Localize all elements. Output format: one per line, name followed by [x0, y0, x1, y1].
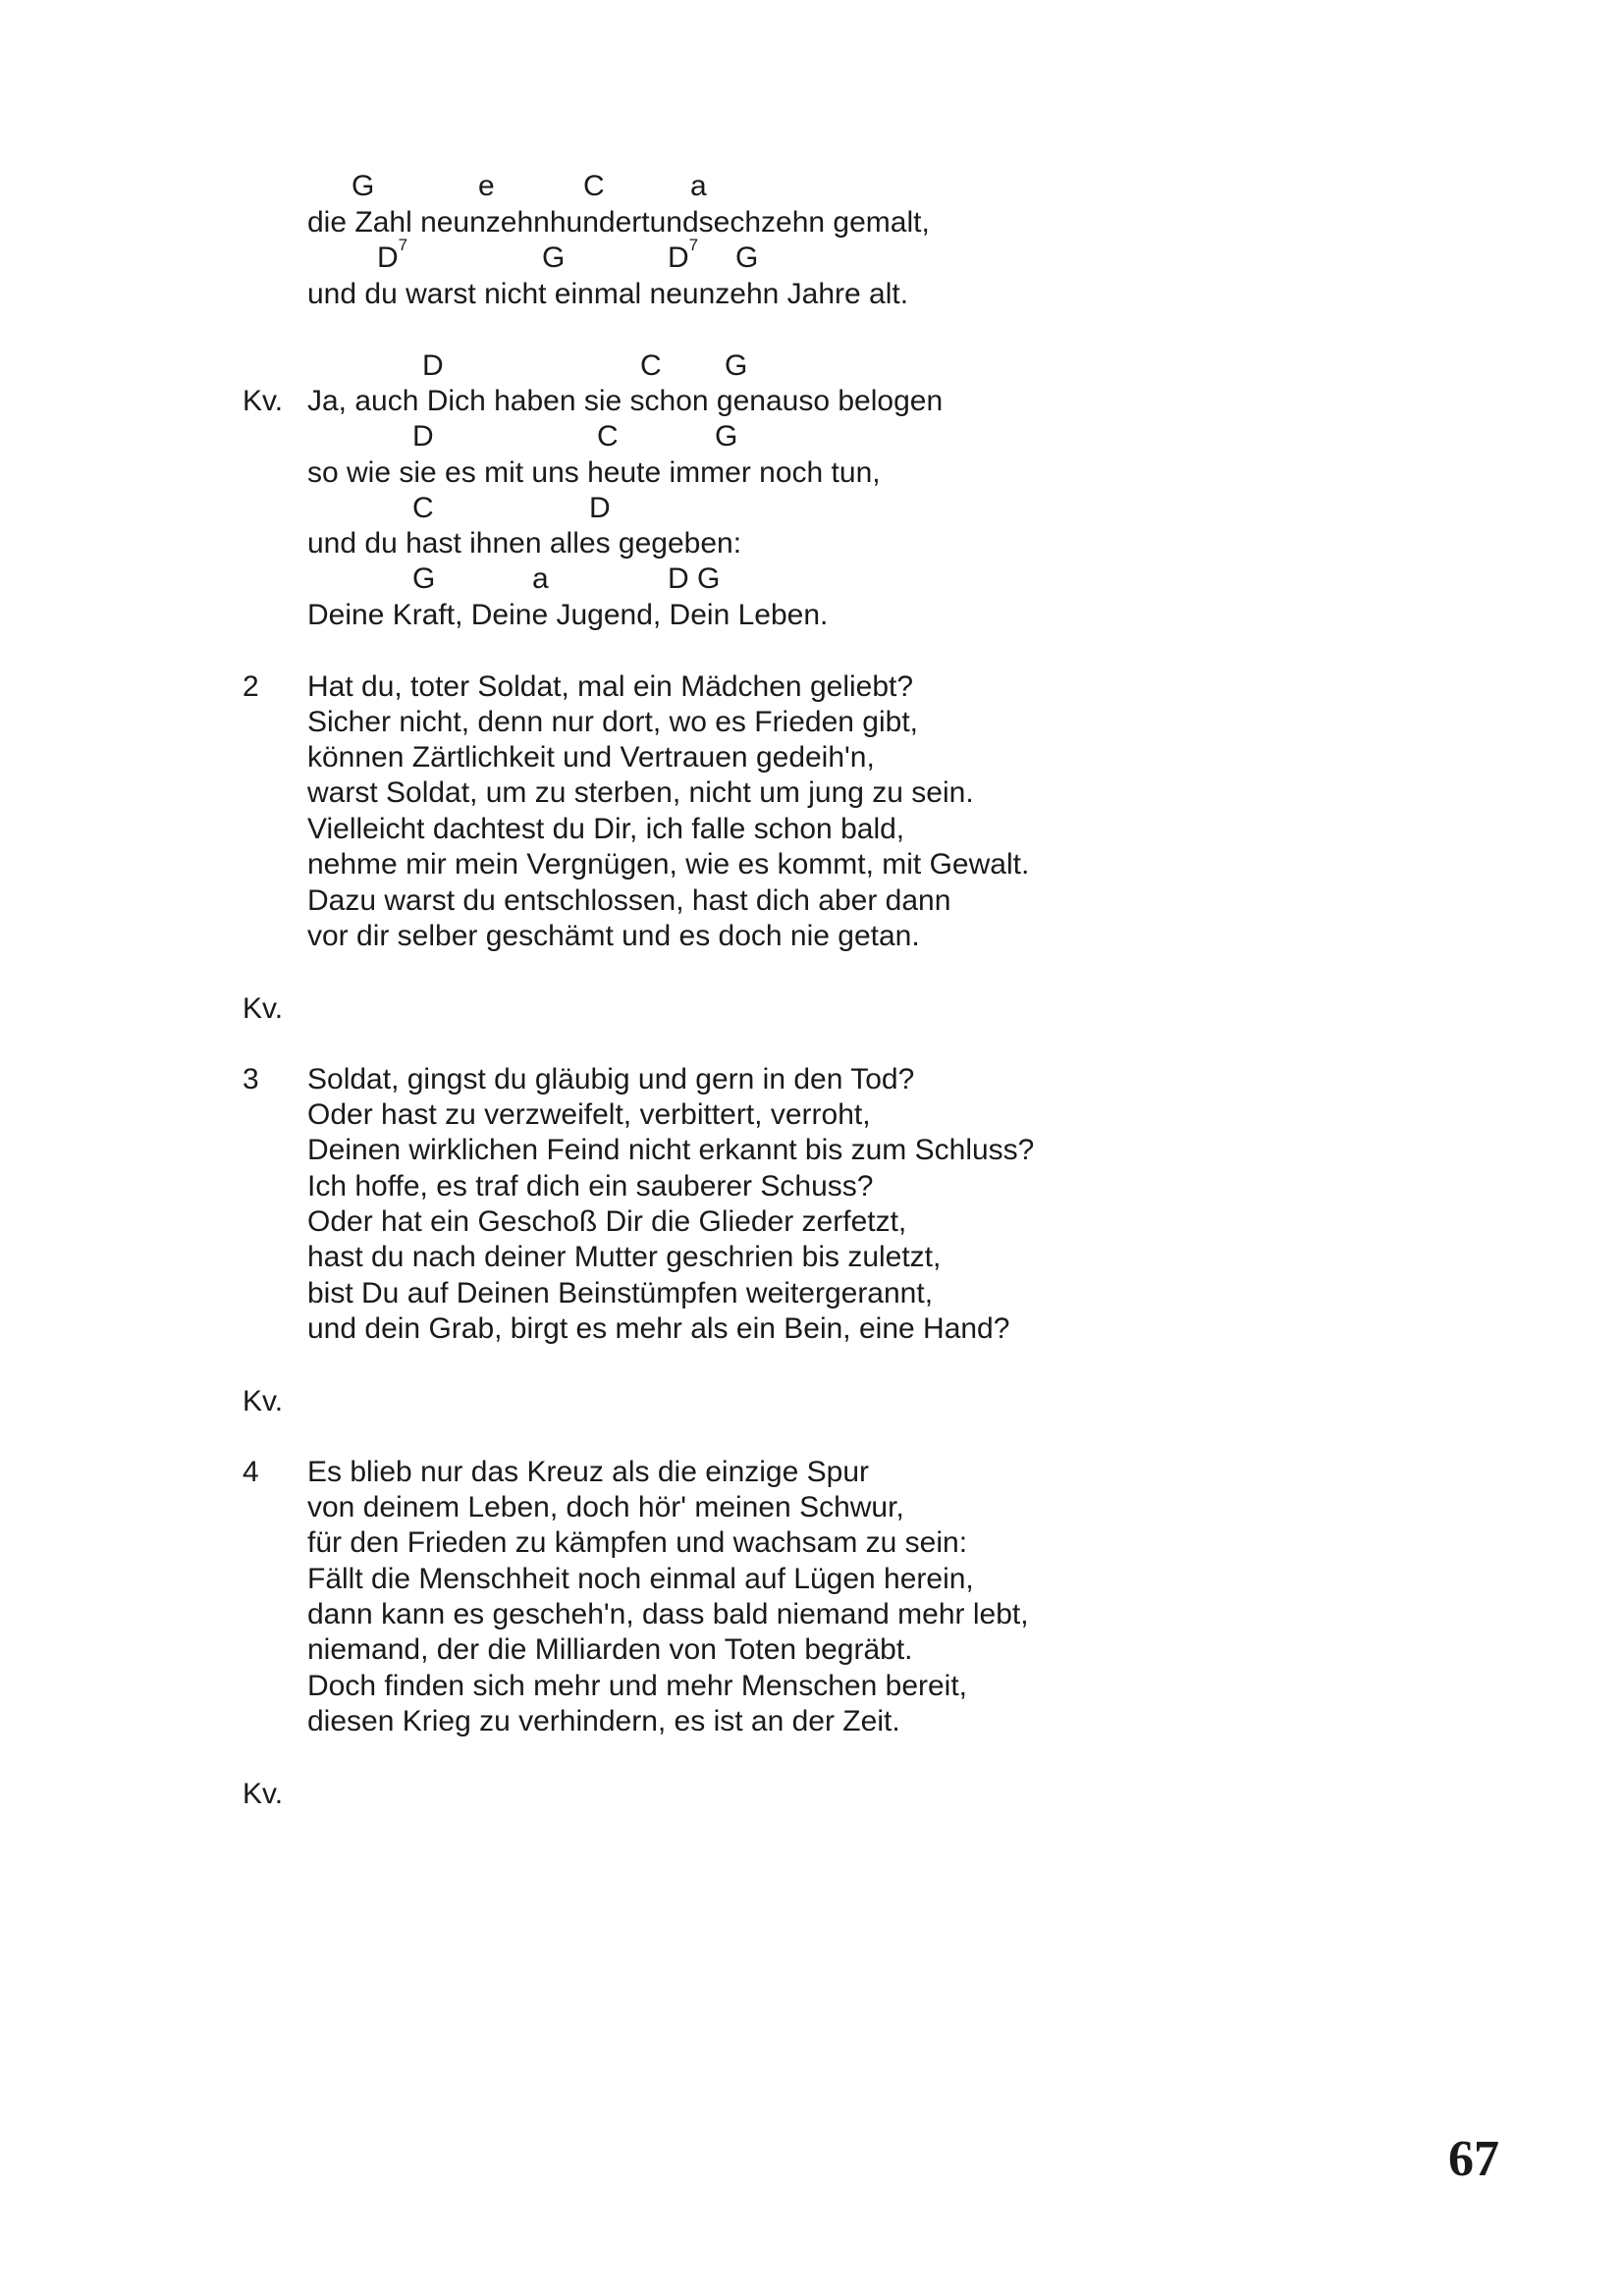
- verse-number: 2: [243, 670, 259, 703]
- chord-root: D: [668, 241, 689, 274]
- refrain-marker: Kv.: [243, 1778, 284, 1810]
- refrain-marker: Kv.: [243, 1385, 284, 1417]
- lyric-line: die Zahl neunzehnhundertundsechzehn gemalt,: [307, 206, 930, 239]
- lyric-line: und du warst nicht einmal neunzehn Jahre alt.: [307, 278, 909, 310]
- lyric-line: Ich hoffe, es traf dich ein sauberer Schuss?: [307, 1170, 874, 1202]
- chord: D: [412, 420, 434, 453]
- chord: C: [583, 170, 605, 202]
- lyric-line: Es blieb nur das Kreuz als die einzige Spur: [307, 1456, 869, 1488]
- chord: G: [352, 170, 375, 202]
- lyric-line: vor dir selber geschämt und es doch nie getan.: [307, 920, 920, 952]
- lyric-line: Deinen wirklichen Feind nicht erkannt bis zum Schluss?: [307, 1134, 1035, 1166]
- page-number: 67: [1448, 2131, 1499, 2187]
- lyric-line: von deinem Leben, doch hör' meinen Schwur,: [307, 1491, 904, 1523]
- chorus-line: Deine Kraft, Deine Jugend, Dein Leben.: [307, 599, 829, 631]
- chord: e: [478, 170, 495, 202]
- verse-number: 3: [243, 1063, 259, 1095]
- chord: D: [422, 349, 444, 382]
- chord: a: [532, 562, 549, 595]
- verse-number: 4: [243, 1456, 259, 1488]
- lyric-line: Oder hat ein Geschoß Dir die Glieder zerfetzt,: [307, 1205, 907, 1238]
- chord: C: [597, 420, 619, 453]
- lyric-line: nehme mir mein Vergnügen, wie es kommt, mit Gewalt.: [307, 848, 1030, 881]
- chorus-line: Ja, auch Dich haben sie schon genauso belogen: [307, 385, 944, 417]
- lyric-line: Fällt die Menschheit noch einmal auf Lügen herein,: [307, 1563, 974, 1595]
- chord-extension: 7: [398, 236, 408, 254]
- chord: D: [589, 492, 611, 524]
- lyric-line: Dazu warst du entschlossen, hast dich aber dann: [307, 884, 951, 917]
- lyric-line: niemand, der die Milliarden von Toten begräbt.: [307, 1633, 913, 1666]
- chord: a: [690, 170, 707, 202]
- chorus-line: und du hast ihnen alles gegeben:: [307, 527, 742, 560]
- chord-extension: 7: [688, 236, 699, 254]
- chorus-label: Kv.: [243, 385, 284, 417]
- chord: D G: [668, 562, 721, 595]
- chord: G: [725, 349, 748, 382]
- chord: G: [412, 562, 436, 595]
- lyric-line: Oder hast zu verzweifelt, verbittert, verroht,: [307, 1098, 871, 1131]
- lyric-line: und dein Grab, birgt es mehr als ein Bein, eine Hand?: [307, 1312, 1010, 1345]
- chord-root: D: [377, 241, 399, 274]
- refrain-marker: Kv.: [243, 992, 284, 1025]
- chord: G: [542, 241, 566, 274]
- lyric-line: Doch finden sich mehr und mehr Menschen bereit,: [307, 1670, 968, 1702]
- lyric-line: können Zärtlichkeit und Vertrauen gedeih'n,: [307, 741, 875, 774]
- chord: C: [412, 492, 434, 524]
- chord: [377, 236, 408, 276]
- lyric-line: für den Frieden zu kämpfen und wachsam zu sein:: [307, 1526, 968, 1559]
- lyric-line: warst Soldat, um zu sterben, nicht um jung zu sein.: [307, 776, 974, 809]
- lyric-line: diesen Krieg zu verhindern, es ist an der Zeit.: [307, 1705, 900, 1737]
- lyric-line: Soldat, gingst du gläubig und gern in den Tod?: [307, 1063, 915, 1095]
- lyric-line: hast du nach deiner Mutter geschrien bis zuletzt,: [307, 1241, 942, 1273]
- lyric-line: Sicher nicht, denn nur dort, wo es Frieden gibt,: [307, 706, 919, 738]
- lyric-line: bist Du auf Deinen Beinstümpfen weitergerannt,: [307, 1277, 934, 1309]
- chord: G: [715, 420, 738, 453]
- chord: [668, 236, 699, 276]
- lyric-line: dann kann es gescheh'n, dass bald niemand mehr lebt,: [307, 1598, 1029, 1630]
- chorus-line: so wie sie es mit uns heute immer noch tun,: [307, 456, 881, 489]
- lyric-line: Vielleicht dachtest du Dir, ich falle schon bald,: [307, 813, 905, 845]
- chord: C: [640, 349, 662, 382]
- chord: G: [735, 241, 759, 274]
- lyric-line: Hat du, toter Soldat, mal ein Mädchen geliebt?: [307, 670, 914, 703]
